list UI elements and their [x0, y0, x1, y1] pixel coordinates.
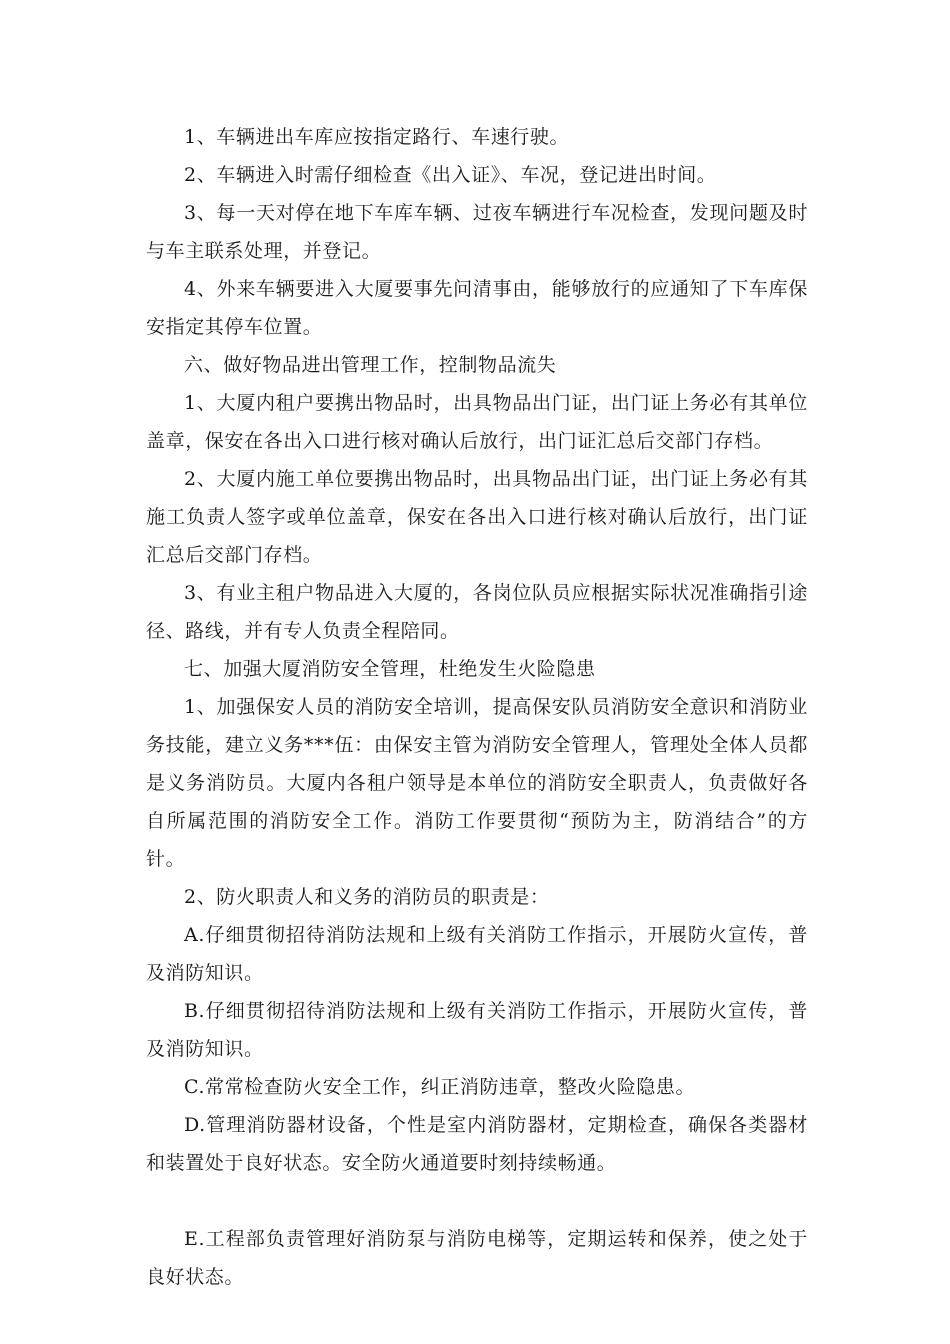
- list-item-duty-b: B.仔细贯彻招待消防法规和上级有关消防工作指示，开展防火宣传，普及消防知识。: [146, 1000, 808, 1060]
- section-heading-fire-safety: 七、加强大厦消防安全管理，杜绝发生火险隐患: [184, 658, 596, 680]
- section-heading-goods-management: 六、做好物品进出管理工作，控制物品流失: [184, 354, 557, 376]
- paragraph-vehicle-route: 1、车辆进出车库应按指定路行、车速行驶。: [184, 126, 570, 148]
- paragraph-goods-entry: 3、有业主租户物品进入大厦的，各岗位队员应根据实际状况准确指引途径、路线，并有专人负责全程陪同。: [146, 582, 808, 642]
- paragraph-fire-training: 1、加强保安人员的消防安全培训，提高保安队员消防安全意识和消防业务技能，建立义务***伍：由保安主管为消防安全管理人，管理处全体人员都是义务消防员。大厦内各租户领导是本单位的消防安全职责人，负责做好各自所属范围的消防安全工作。消防工作要贯彻“预防为主，防消结合”的方针。: [146, 696, 808, 870]
- document-body: [146, 118, 808, 1296]
- paragraph-tenant-goods-exit: 1、大厦内租户要携出物品时，出具物品出门证，出门证上务必有其单位盖章，保安在各出入口进行核对确认后放行，出门证汇总后交部门存档。: [146, 392, 808, 452]
- paragraph-fire-duties-intro: 2、防火职责人和义务的消防员的职责是：: [184, 886, 550, 908]
- paragraph-visitor-vehicles: 4、外来车辆要进入大厦要事先问清事由，能够放行的应通知了下车库保安指定其停车位置。: [146, 278, 808, 338]
- list-item-duty-a: A.仔细贯彻招待消防法规和上级有关消防工作指示，开展防火宣传，普及消防知识。: [146, 924, 808, 984]
- paragraph-contractor-goods-exit: 2、大厦内施工单位要携出物品时，出具物品出门证，出门证上务必有其施工负责人签字或单位盖章，保安在各出入口进行核对确认后放行，出门证汇总后交部门存档。: [146, 468, 808, 566]
- list-item-duty-d: D.管理消防器材设备，个性是室内消防器材，定期检查，确保各类器材和装置处于良好状态。安全防火通道要时刻持续畅通。: [146, 1114, 808, 1174]
- paragraph-daily-vehicle-inspection: 3、每一天对停在地下车库车辆、过夜车辆进行车况检查，发现问题及时与车主联系处理，并登记。: [146, 202, 808, 262]
- list-item-duty-e: E.工程部负责管理好消防泵与消防电梯等，定期运转和保养，使之处于良好状态。: [146, 1228, 808, 1288]
- list-item-duty-c: C.常常检查防火安全工作，纠正消防违章，整改火险隐患。: [184, 1076, 696, 1098]
- paragraph-vehicle-check-pass: 2、车辆进入时需仔细检查《出入证》、车况，登记进出时间。: [184, 164, 717, 186]
